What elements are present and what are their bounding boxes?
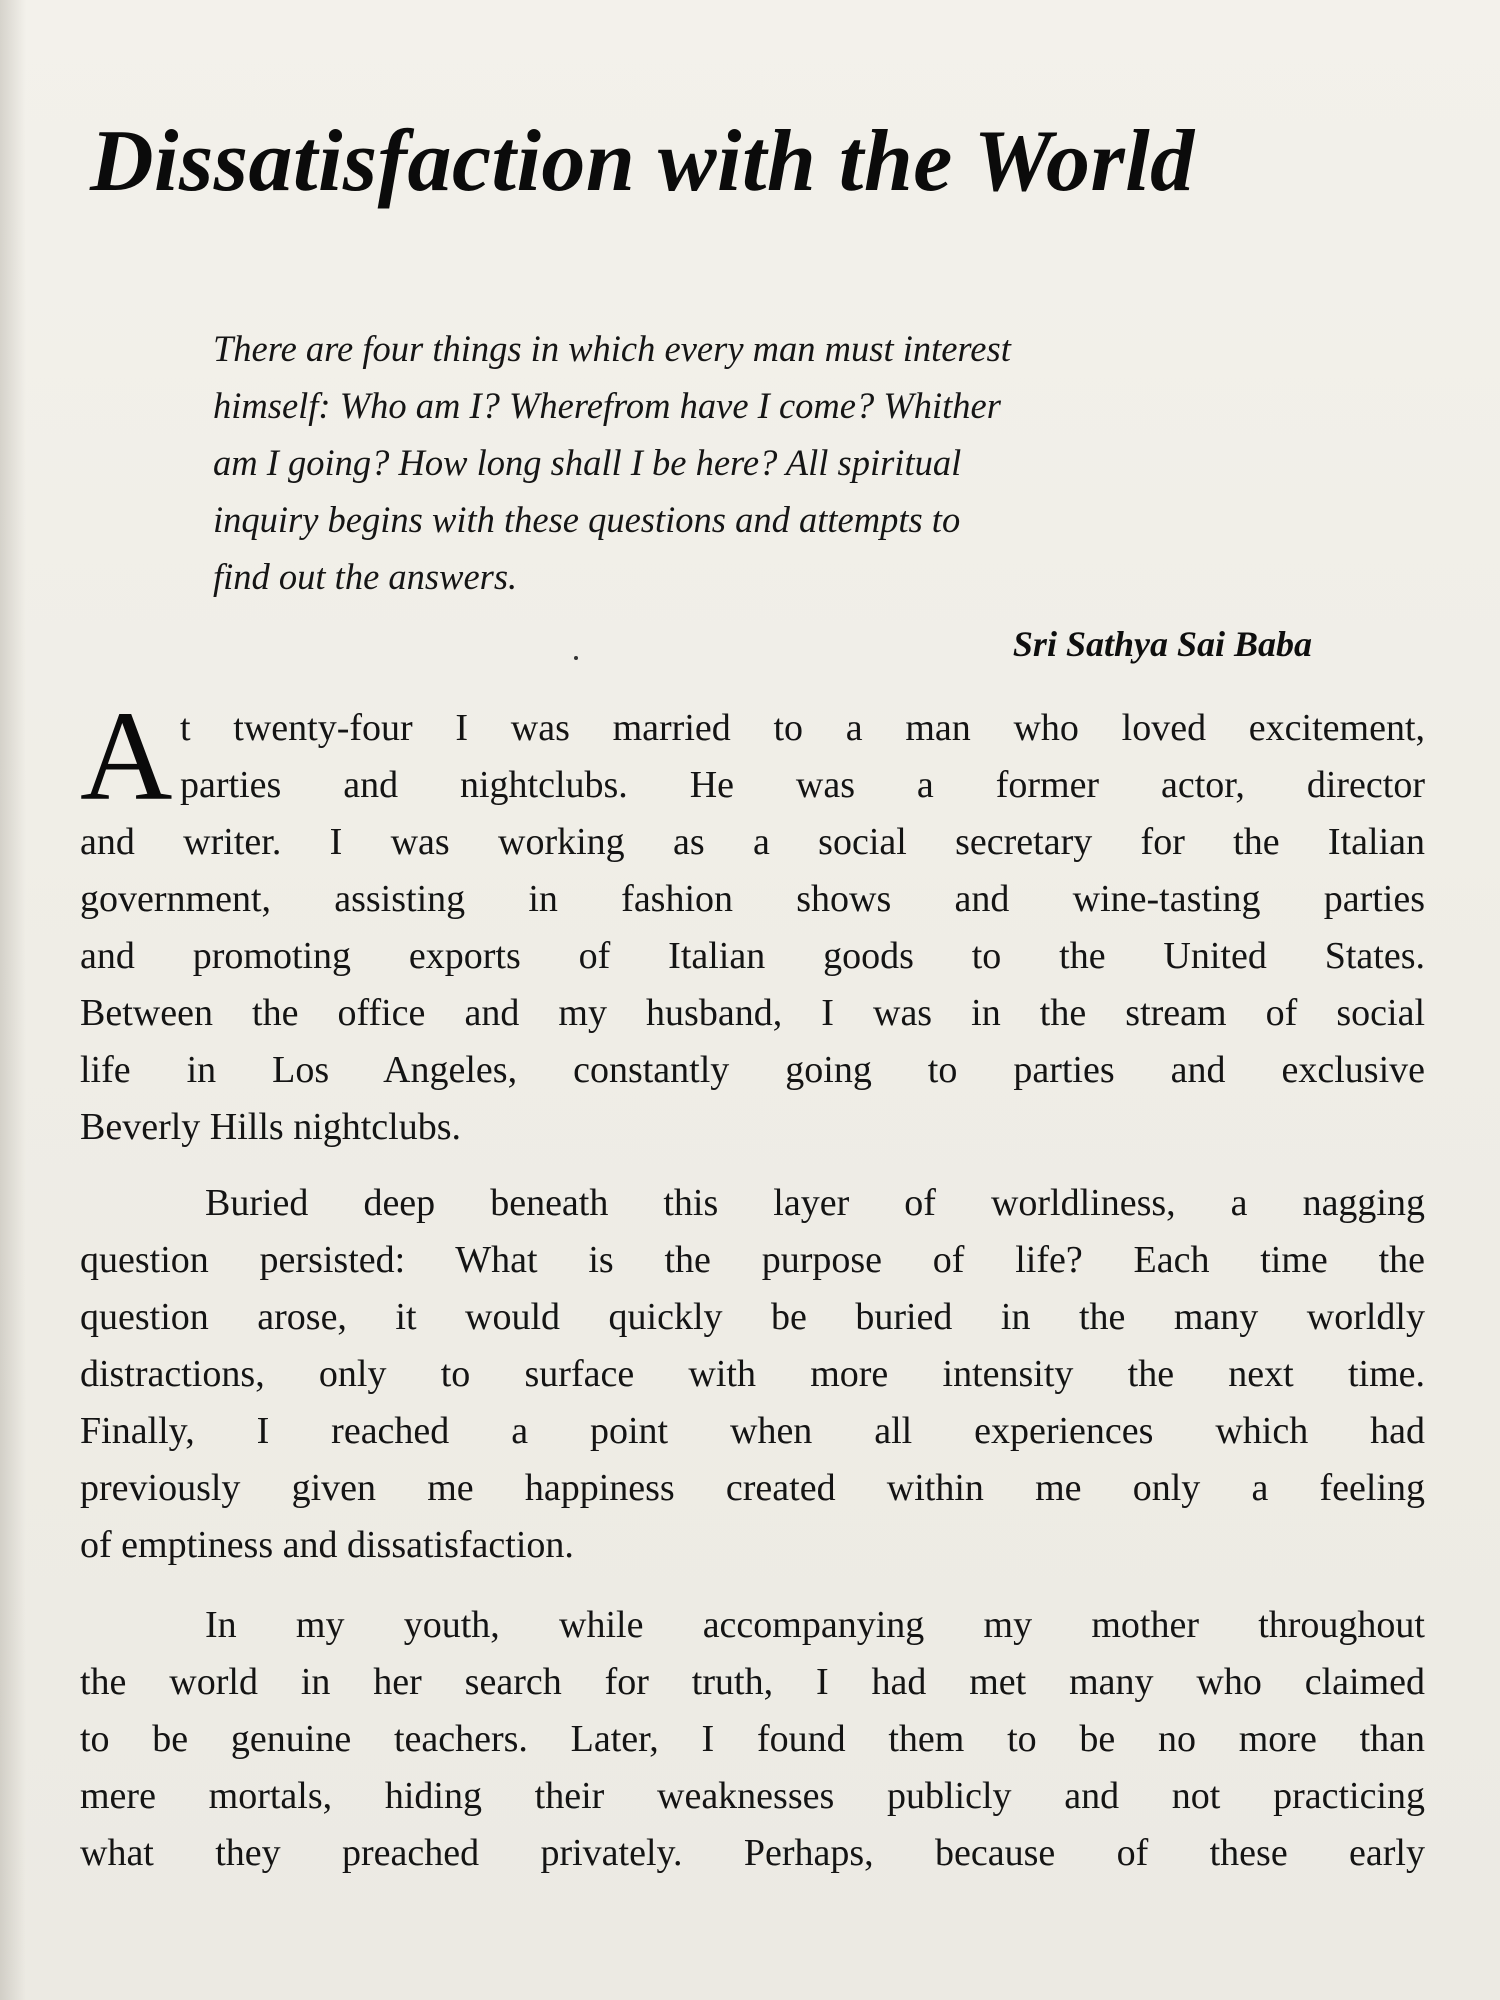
paragraph-2: [80, 1175, 1425, 1574]
epigraph-line: There are four things in which every man must interest: [213, 328, 1011, 369]
paragraph-line: life in Los Angeles, constantly going to parties and exclusive: [80, 1049, 1425, 1091]
paragraph-line: to be genuine teachers. Later, I found them to be no more than: [80, 1718, 1425, 1760]
paragraph-line: parties and nightclubs. He was a former actor, director: [180, 764, 1425, 806]
paragraph-line: Beverly Hills nightclubs.: [80, 1106, 462, 1148]
paragraph-line: previously given me happiness created within me only a feeling: [80, 1467, 1425, 1509]
paragraph-line: Between the office and my husband, I was in the stream of social: [80, 992, 1425, 1034]
paragraph-line: government, assisting in fashion shows and wine-tasting parties: [80, 878, 1425, 920]
paragraph-line: In my youth, while accompanying my mother throughout: [205, 1604, 1425, 1646]
chapter-title: Dissatisfaction with the World: [90, 113, 1195, 210]
epigraph-line: find out the answers.: [213, 556, 518, 597]
paragraph-3: [80, 1597, 1425, 1882]
paragraph-line: and promoting exports of Italian goods to the United States.: [80, 935, 1425, 977]
paragraph-line: and writer. I was working as a social secretary for the Italian: [80, 821, 1425, 863]
epigraph: [213, 320, 1313, 605]
paragraph-line: question persisted: What is the purpose of life? Each time the: [80, 1239, 1425, 1281]
paragraph-line: what they preached privately. Perhaps, because of these early: [80, 1832, 1425, 1874]
page-gutter-shadow: [0, 0, 26, 2000]
paragraph-line: Buried deep beneath this layer of worldliness, a nagging: [205, 1182, 1425, 1224]
paragraph-line: distractions, only to surface with more intensity the next time.: [80, 1353, 1425, 1395]
paragraph-line: mere mortals, hiding their weaknesses publicly and not practicing: [80, 1775, 1425, 1817]
paragraph-line: question arose, it would quickly be buried in the many worldly: [80, 1296, 1425, 1338]
epigraph-attribution: Sri Sathya Sai Baba: [1012, 624, 1312, 664]
paragraph-line: the world in her search for truth, I had met many who claimed: [80, 1661, 1425, 1703]
paragraph-line: of emptiness and dissatisfaction.: [80, 1524, 574, 1566]
epigraph-line: am I going? How long shall I be here? All spiritual: [213, 442, 962, 483]
print-speck: [574, 656, 578, 660]
epigraph-line: inquiry begins with these questions and attempts to: [213, 499, 961, 540]
paragraph-1: [80, 685, 1425, 1156]
paragraph-line: Finally, I reached a point when all experiences which had: [80, 1410, 1425, 1452]
drop-cap-lines: [80, 685, 1425, 827]
paragraph-line: t twenty-four I was married to a man who loved excitement,: [180, 707, 1425, 749]
epigraph-line: himself: Who am I? Wherefrom have I come? Whither: [213, 385, 1001, 426]
drop-cap-letter: A: [80, 685, 173, 827]
